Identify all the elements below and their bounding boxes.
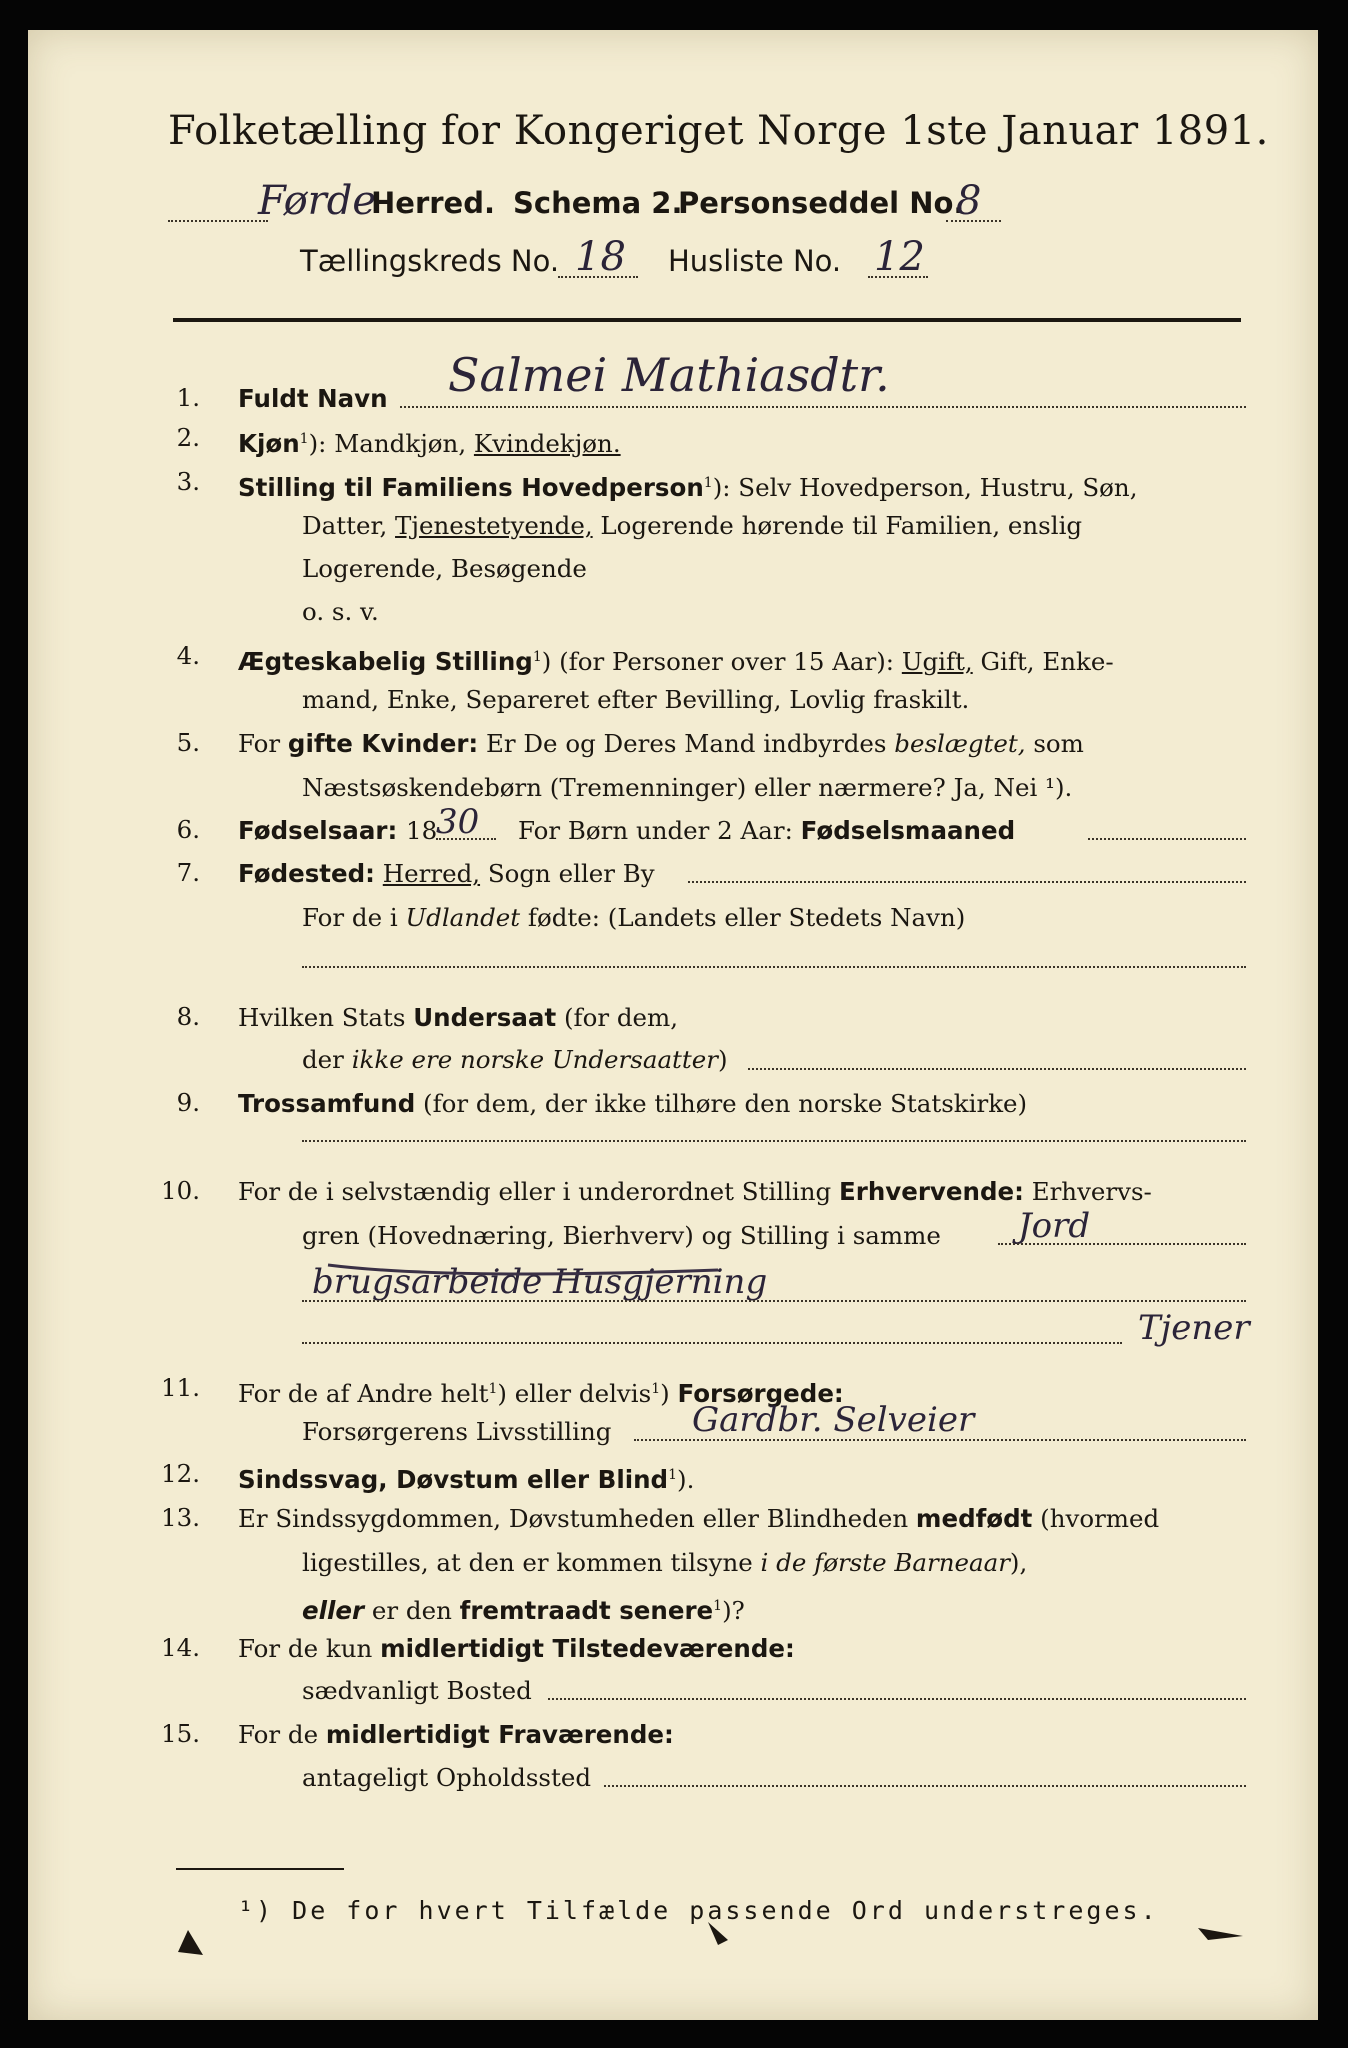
item-8-number: 8.	[176, 1002, 200, 1031]
item-13-l3b: fremtraadt senere	[459, 1596, 714, 1626]
item-5-pre: For	[238, 729, 288, 758]
item-2-label: Kjøn	[238, 429, 300, 459]
footnote: ¹) De for hvert Tilfælde passende Ord understreges.	[238, 1896, 1159, 1925]
item-10-value-2: brugsarbeide Husgjerning	[312, 1262, 768, 1302]
item-4-label: Ægteskabelig Stilling	[238, 647, 533, 677]
item-4-l1a: ) (for Personer over 15 Aar):	[541, 647, 902, 677]
item-3-number: 3.	[176, 467, 200, 496]
item-11-number: 11.	[161, 1373, 200, 1402]
item-5-line-2: Næstsøskendebørn (Tremenninger) eller nærmere? Ja, Nei ¹).	[302, 773, 1073, 802]
item-5-number: 5.	[176, 728, 200, 757]
item-7-l2a: For de i	[302, 903, 406, 932]
item-8-l1a: Hvilken Stats	[238, 1003, 414, 1032]
item-8-l2b: )	[717, 1045, 728, 1074]
personseddel-value: 8	[956, 178, 982, 224]
item-7-l2b: fødte: (Landets eller Stedets Navn)	[520, 903, 966, 932]
item-13-l1c: (hvormed	[1032, 1504, 1160, 1533]
item-11-l1a: For de af Andre helt	[238, 1379, 489, 1409]
item-8-l1c: (for dem,	[556, 1003, 679, 1032]
item-5-bold: gifte Kvinder:	[287, 729, 479, 758]
item-14-l1b: midlertidigt Tilstedeværende:	[380, 1634, 795, 1663]
tellingskreds-label: Tællingskreds No.	[300, 244, 560, 278]
item-9-number: 9.	[176, 1088, 200, 1117]
punch-mark-left	[178, 1930, 203, 1955]
item-10-l1a: For de i selvstændig eller i underordnet Stilling	[238, 1177, 839, 1206]
item-11-sup-1: 1	[488, 1381, 498, 1397]
item-15-l1a: For de	[238, 1720, 326, 1749]
item-11-line-2: Forsørgerens Livsstilling	[302, 1417, 612, 1446]
item-14-line-2: sædvanligt Bosted	[302, 1676, 532, 1705]
item-11-sup-2: 1	[651, 1381, 661, 1397]
item-2-number: 2.	[176, 423, 200, 452]
item-10-number: 10.	[161, 1176, 200, 1205]
form-title: Folketælling for Kongeriget Norge 1ste Januar 1891.	[168, 108, 1269, 154]
item-12-number: 12.	[161, 1459, 200, 1488]
item-3-sup: 1	[703, 475, 713, 491]
item-6-number: 6.	[176, 815, 200, 844]
item-15-number: 15.	[161, 1719, 200, 1748]
item-2-underlined: Kvindekjøn.	[473, 429, 621, 459]
item-6-prefix: 18	[406, 816, 438, 845]
husliste-value: 12	[874, 234, 925, 280]
tellingskreds-value: 18	[575, 234, 626, 280]
item-3-line-4: o. s. v.	[302, 597, 379, 626]
item-13-l3c: )?	[722, 1596, 745, 1626]
item-4-l1b: Gift, Enke-	[972, 647, 1114, 677]
herred-label: Herred.	[371, 186, 495, 220]
item-10-value-3: Tjener	[1138, 1308, 1250, 1348]
item-13-l3i: eller	[302, 1596, 365, 1626]
item-5-l1i: beslægtet,	[894, 729, 1026, 758]
item-13-sup: 1	[713, 1598, 723, 1614]
item-13-l2b: ),	[1009, 1548, 1028, 1577]
item-4-number: 4.	[176, 641, 200, 670]
item-13-l2i: i de første Barneaar	[760, 1548, 1010, 1577]
item-10-l1b: Erhvervende:	[839, 1177, 1024, 1206]
item-3-l1: ): Selv Hovedperson, Hustru, Søn,	[712, 473, 1138, 503]
item-9-bold: Trossamfund	[238, 1089, 416, 1118]
herred-value: Førde	[258, 178, 377, 224]
item-7-number: 7.	[176, 858, 200, 887]
decor-svg	[28, 30, 1318, 2020]
item-13-l1b: medfødt	[915, 1504, 1033, 1533]
item-11-value: Gardbr. Selveier	[692, 1400, 975, 1440]
item-3-l2b: Logerende hørende til Familien, enslig	[592, 511, 1083, 540]
item-6-label2: Fødselsmaaned	[800, 816, 1016, 845]
item-5-l1b: som	[1025, 729, 1084, 758]
husliste-label: Husliste No.	[668, 244, 842, 278]
strike-line	[328, 1265, 718, 1274]
item-13-l2a: ligestilles, at den er kommen tilsyne	[302, 1548, 761, 1577]
item-8-l1b: Undersaat	[413, 1003, 557, 1032]
item-8-l2i: ikke ere norske Undersaatter	[351, 1045, 718, 1074]
item-11-l1c: )	[660, 1379, 678, 1409]
item-10-value-1: Jord	[1018, 1206, 1091, 1246]
item-7-label: Fødested:	[238, 859, 375, 888]
item-10-l1c: Erhvervs-	[1023, 1177, 1152, 1206]
item-12-rest: ).	[677, 1465, 695, 1495]
census-form-page	[28, 30, 1318, 2020]
item-7-underlined: Herred,	[382, 859, 481, 888]
item-3-l2a: Datter,	[302, 511, 396, 540]
item-2-rest: ): Mandkjøn,	[308, 429, 474, 459]
item-9-rest: (for dem, der ikke tilhøre den norske Statskirke)	[415, 1089, 1028, 1118]
item-8-l2a: der	[302, 1045, 352, 1074]
item-10-line-2: gren (Hovednæring, Bierhverv) og Stilling i samme	[302, 1221, 941, 1250]
item-3-l2u: Tjenestetyende,	[395, 511, 593, 540]
item-6-mid: For Børn under 2 Aar:	[518, 816, 801, 845]
item-15-line-2: antageligt Opholdssted	[302, 1763, 591, 1792]
item-2-sup: 1	[299, 431, 309, 447]
item-5-l1a: Er De og Deres Mand indbyrdes	[478, 729, 895, 758]
item-3-label: Stilling til Familiens Hovedperson	[238, 473, 704, 503]
item-13-number: 13.	[161, 1503, 200, 1532]
item-1-value: Salmei Mathiasdtr.	[448, 348, 890, 402]
item-13-l1a: Er Sindssygdommen, Døvstumheden eller Blindheden	[238, 1504, 916, 1533]
item-1-number: 1.	[176, 383, 200, 412]
schema-label: Schema 2.	[513, 186, 683, 220]
item-14-number: 14.	[161, 1633, 200, 1662]
item-6-label: Fødselsaar:	[238, 816, 398, 845]
item-1-label: Fuldt Navn	[238, 384, 388, 413]
item-13-l3a: er den	[364, 1596, 460, 1626]
punch-mark-center	[708, 1922, 728, 1945]
item-4-line-2: mand, Enke, Separeret efter Bevilling, Lovlig fraskilt.	[302, 685, 970, 714]
item-15-l1b: midlertidigt Fraværende:	[325, 1720, 674, 1749]
item-7-rest: Sogn eller By	[480, 859, 655, 888]
punch-mark-right	[1198, 1928, 1243, 1940]
item-4-sup: 1	[532, 649, 542, 665]
item-11-l1b: ) eller delvis	[497, 1379, 652, 1409]
personseddel-label: Personseddel No.	[678, 186, 965, 220]
item-4-l1u: Ugift,	[901, 647, 973, 677]
item-12-sup: 1	[668, 1467, 678, 1483]
item-12-bold: Sindssvag, Døvstum eller Blind	[238, 1465, 669, 1495]
item-3-line-3: Logerende, Besøgende	[302, 554, 587, 583]
item-7-l2i: Udlandet	[405, 903, 521, 932]
item-11-l1d: Forsørgede:	[677, 1379, 844, 1409]
item-14-l1a: For de kun	[238, 1634, 381, 1663]
item-6-value: 30	[436, 802, 480, 842]
